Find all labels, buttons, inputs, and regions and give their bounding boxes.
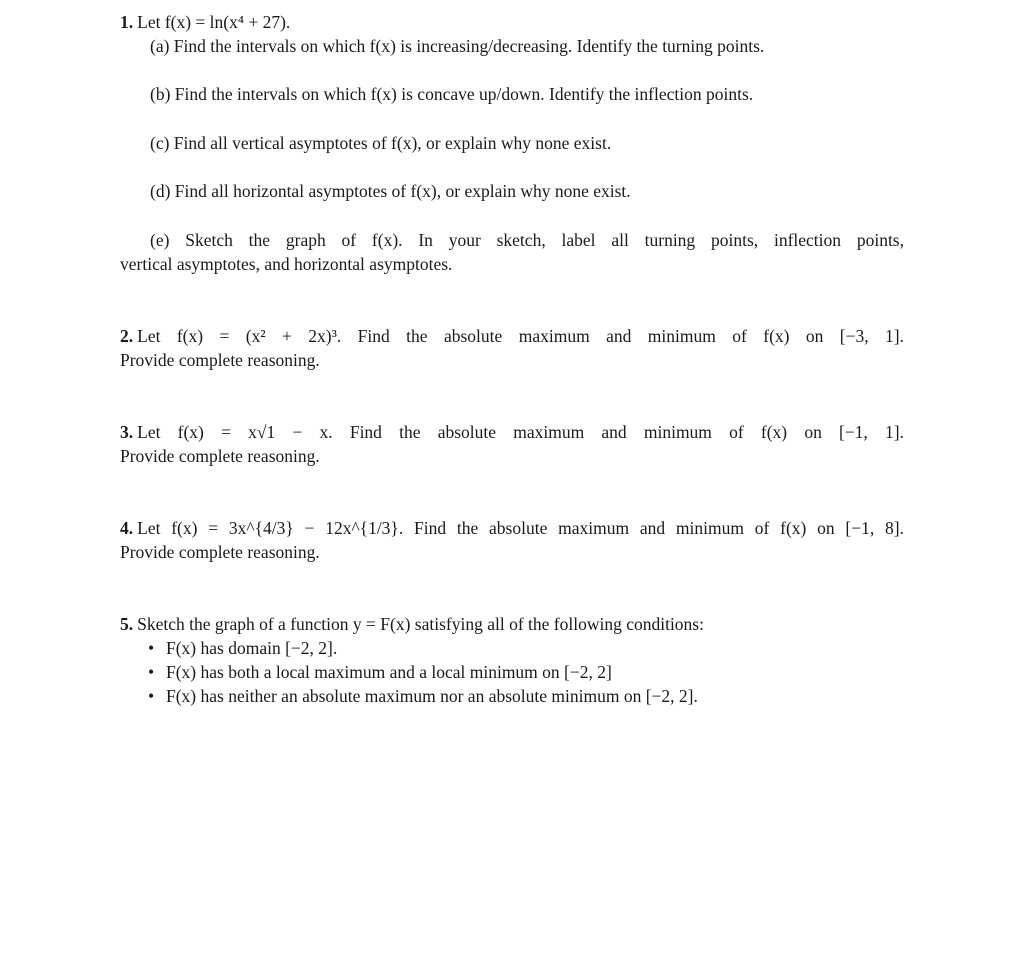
problem-1e-line2: vertical asymptotes, and horizontal asymptotes.: [120, 254, 453, 274]
list-item: [120, 636, 904, 660]
problem-1a: (a) Find the intervals on which f(x) is increasing/decreasing. Identify the turning points.: [150, 36, 765, 56]
problem-4-line1: [120, 516, 904, 540]
problem-4-line2: Provide complete reasoning.: [120, 542, 320, 562]
problem-3-line1: [120, 420, 904, 444]
problem-2-text: Let f(x) = (x² + 2x)³. Find the absolute maximum and minimum of f(x) on [−3, 1].: [137, 326, 904, 346]
problem-5-condition-2: F(x) has both a local maximum and a local minimum on [−2, 2]: [166, 662, 612, 682]
problem-1: [120, 10, 904, 276]
problem-5-stem: Sketch the graph of a function y = F(x) satisfying all of the following conditions:: [137, 614, 704, 634]
list-item: [120, 684, 904, 708]
problem-1e-line1: (e) Sketch the graph of f(x). In your sketch, label all turning points, inflection points,: [150, 230, 904, 250]
problem-1b: (b) Find the intervals on which f(x) is concave up/down. Identify the inflection points.: [150, 84, 754, 104]
problem-5-condition-1: F(x) has domain [−2, 2].: [166, 638, 338, 658]
problem-4-text: Let f(x) = 3x^{4/3} − 12x^{1/3}. Find the absolute maximum and minimum of f(x) on [−1, 8].: [137, 518, 904, 538]
problem-5: [120, 612, 904, 708]
problem-1-stem: Let f(x) = ln(x⁴ + 27).: [137, 12, 291, 32]
problem-5-number: 5.: [120, 614, 134, 634]
problem-1-number: 1.: [120, 12, 134, 32]
problem-1c: (c) Find all vertical asymptotes of f(x), or explain why none exist.: [150, 133, 612, 153]
problem-5-condition-3: F(x) has neither an absolute maximum nor an absolute minimum on [−2, 2].: [166, 686, 698, 706]
bullet-icon: •: [148, 686, 155, 706]
problem-1-stem-line: [120, 10, 904, 34]
problem-4: [120, 516, 904, 564]
problem-set: [120, 10, 904, 708]
problem-5-stem-line: [120, 612, 904, 636]
problem-3: [120, 420, 904, 468]
problem-3-text: Let f(x) = x√1 − x. Find the absolute maximum and minimum of f(x) on [−1, 1].: [137, 422, 904, 442]
problem-2: [120, 324, 904, 372]
problem-2-line2: Provide complete reasoning.: [120, 350, 320, 370]
problem-2-line1: [120, 324, 904, 348]
list-item: [120, 660, 904, 684]
problem-3-line2: Provide complete reasoning.: [120, 446, 320, 466]
problem-4-number: 4.: [120, 518, 134, 538]
problem-2-number: 2.: [120, 326, 134, 346]
bullet-icon: •: [148, 638, 155, 658]
problem-3-number: 3.: [120, 422, 134, 442]
bullet-icon: •: [148, 662, 155, 682]
problem-1d: (d) Find all horizontal asymptotes of f(x), or explain why none exist.: [150, 181, 631, 201]
